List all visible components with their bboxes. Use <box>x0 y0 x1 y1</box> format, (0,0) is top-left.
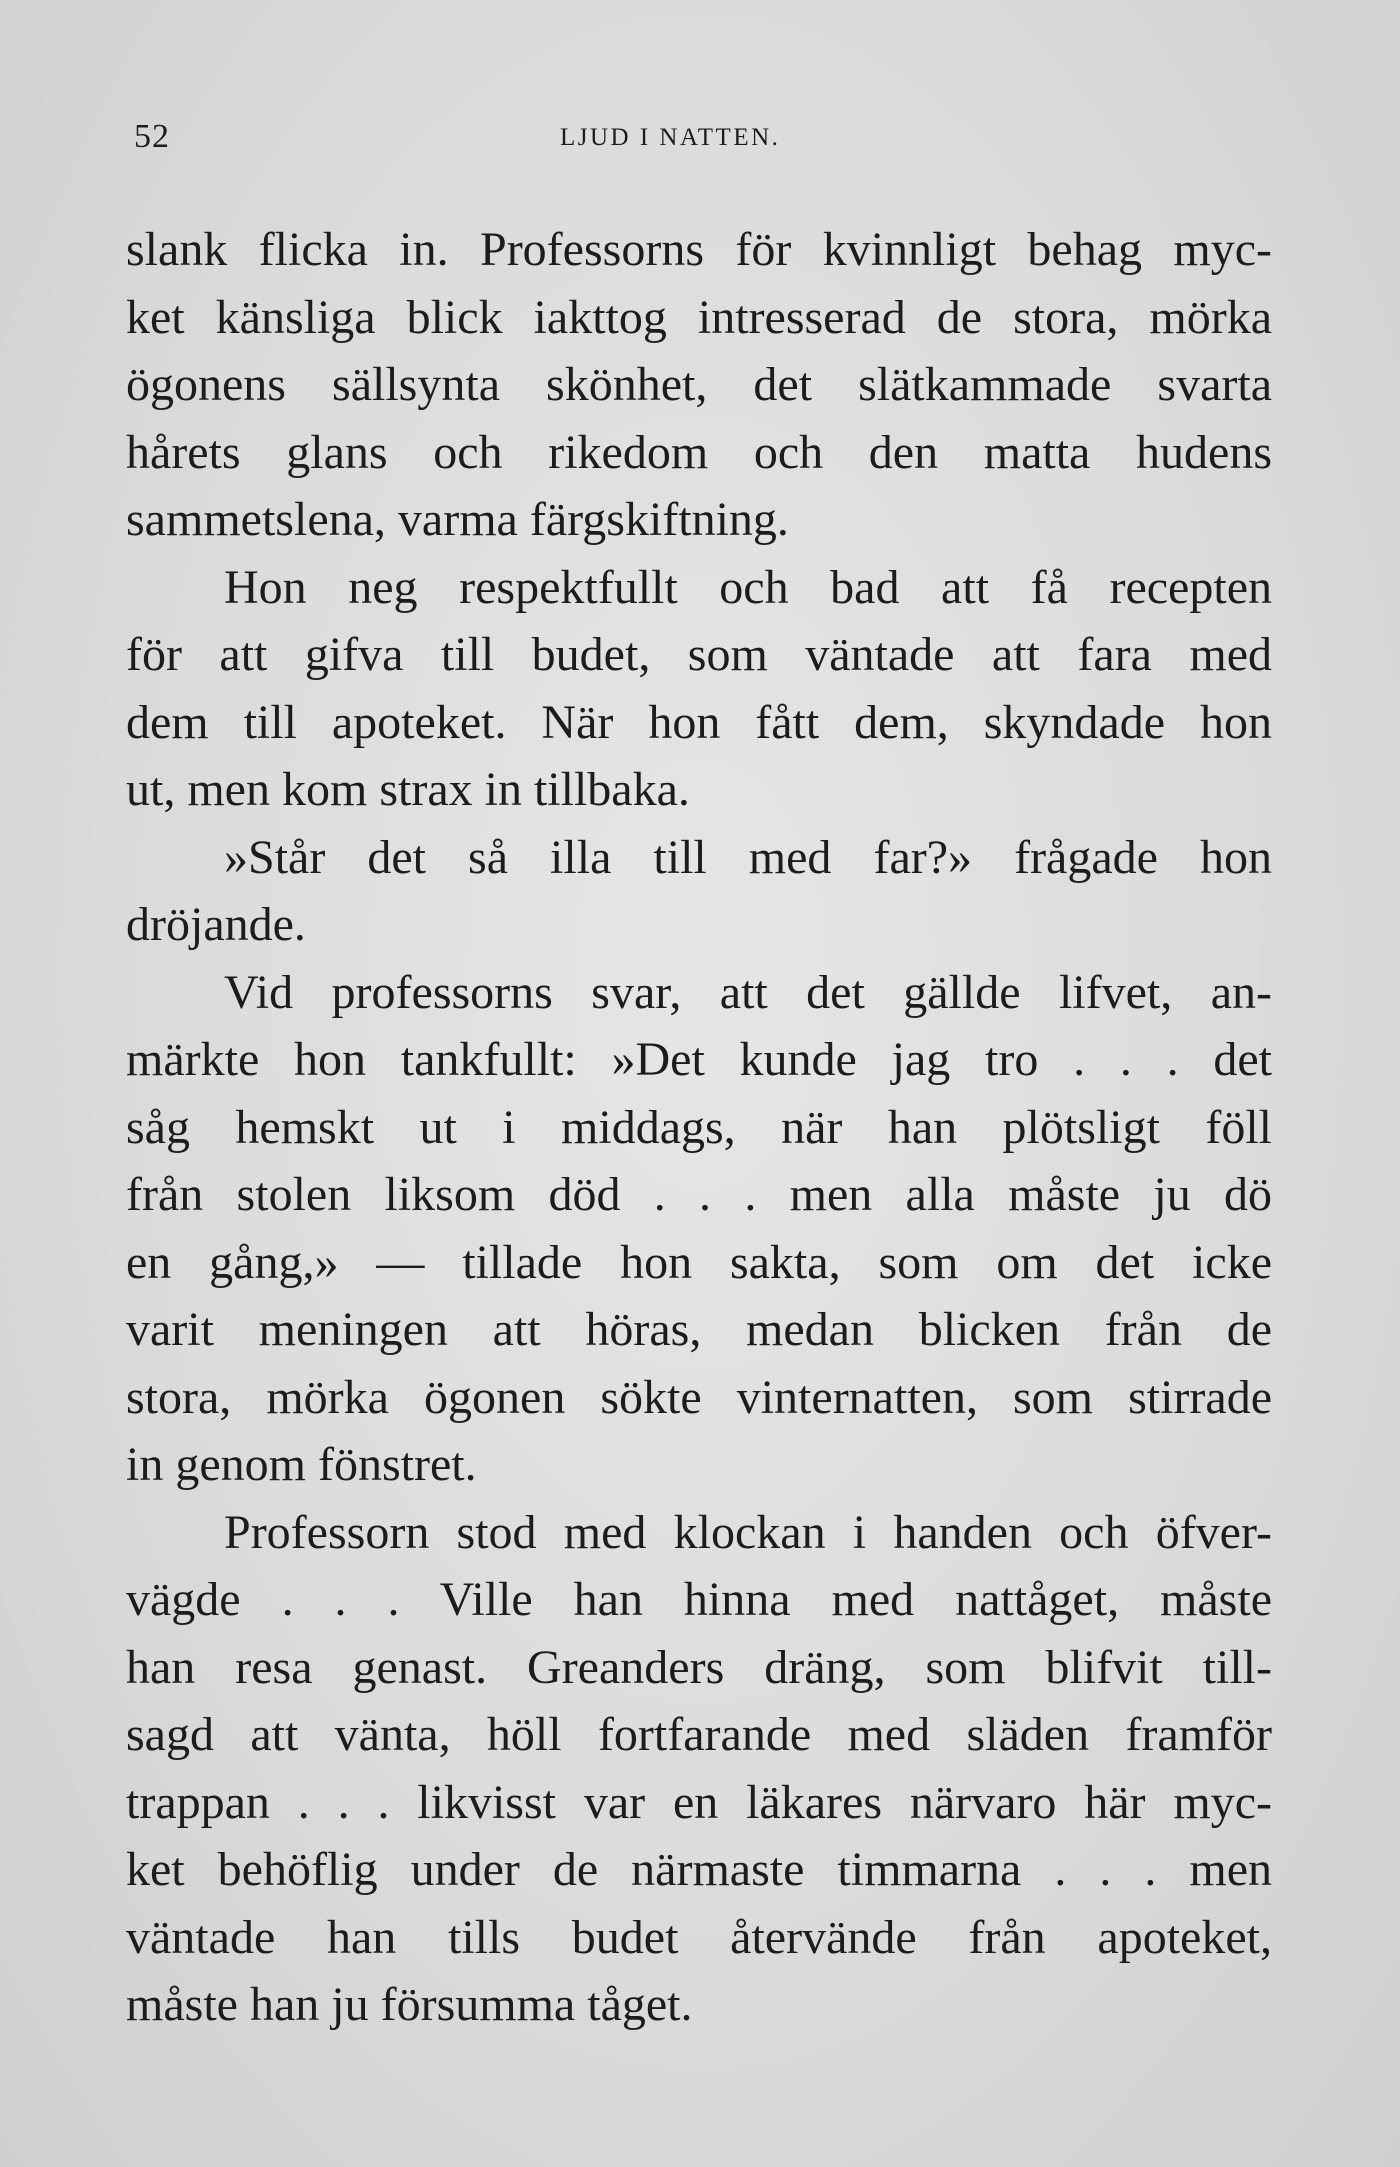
text-line: Professorn stod med klockan i handen och öfver- <box>224 1505 1272 1559</box>
paragraph <box>126 959 1272 1499</box>
text-line: varit meningen att höras, medan blicken från de <box>126 1303 1272 1356</box>
text-line: slank flicka in. Professorns för kvinnligt behag myc- <box>126 223 1272 276</box>
text-line: sammetslena, varma färgskiftning. <box>126 493 789 546</box>
text-line: trappan . . . likvisst var en läkares närvaro här myc- <box>126 1775 1272 1829</box>
text-line: dem till apoteket. När hon fått dem, skyndade hon <box>126 695 1272 749</box>
body-text <box>126 216 1272 2039</box>
paragraph <box>126 554 1272 824</box>
paragraph <box>126 1499 1272 2039</box>
page-number: 52 <box>134 118 170 155</box>
text-line: märkte hon tankfullt: »Det kunde jag tro . . . det <box>126 1033 1272 1086</box>
text-line: en gång,» — tillade hon sakta, som om det icke <box>126 1235 1272 1289</box>
running-head <box>132 118 1272 158</box>
text-line: ögonens sällsynta skönhet, det slätkammade svarta <box>126 358 1272 411</box>
text-line: dröjande. <box>126 898 306 951</box>
text-line: vägde . . . Ville han hinna med nattåget, måste <box>126 1573 1272 1626</box>
text-line: för att gifva till budet, som väntade att fara med <box>126 628 1272 681</box>
text-line: sagd att vänta, höll fortfarande med släden framför <box>126 1708 1272 1761</box>
text-line: stora, mörka ögonen sökte vinternatten, som stirrade <box>126 1370 1272 1424</box>
text-line: Hon neg respektfullt och bad att få recepten <box>224 560 1272 614</box>
paragraph <box>126 824 1272 959</box>
paragraph <box>126 216 1272 554</box>
text-line: måste han ju försumma tåget. <box>126 1978 693 2031</box>
text-line: »Står det så illa till med far?» frågade hon <box>224 830 1272 884</box>
text-line: Vid professorns svar, att det gällde lifvet, an- <box>224 965 1272 1019</box>
text-line: han resa genast. Greanders dräng, som blifvit till- <box>126 1640 1272 1694</box>
text-line: ket behöflig under de närmaste timmarna . . . men <box>126 1843 1272 1896</box>
text-line: från stolen liksom död . . . men alla måste ju dö <box>126 1168 1272 1221</box>
text-line: väntade han tills budet återvände från apoteket, <box>126 1910 1272 1964</box>
text-line: hårets glans och rikedom och den matta hudens <box>126 425 1272 479</box>
running-title: LJUD I NATTEN. <box>560 124 781 151</box>
text-line: såg hemskt ut i middags, när han plötsligt föll <box>126 1100 1272 1154</box>
text-line: in genom fönstret. <box>126 1438 477 1491</box>
text-line: ut, men kom strax in tillbaka. <box>126 763 690 816</box>
text-line: ket känsliga blick iakttog intresserad de stora, mörka <box>126 290 1272 344</box>
